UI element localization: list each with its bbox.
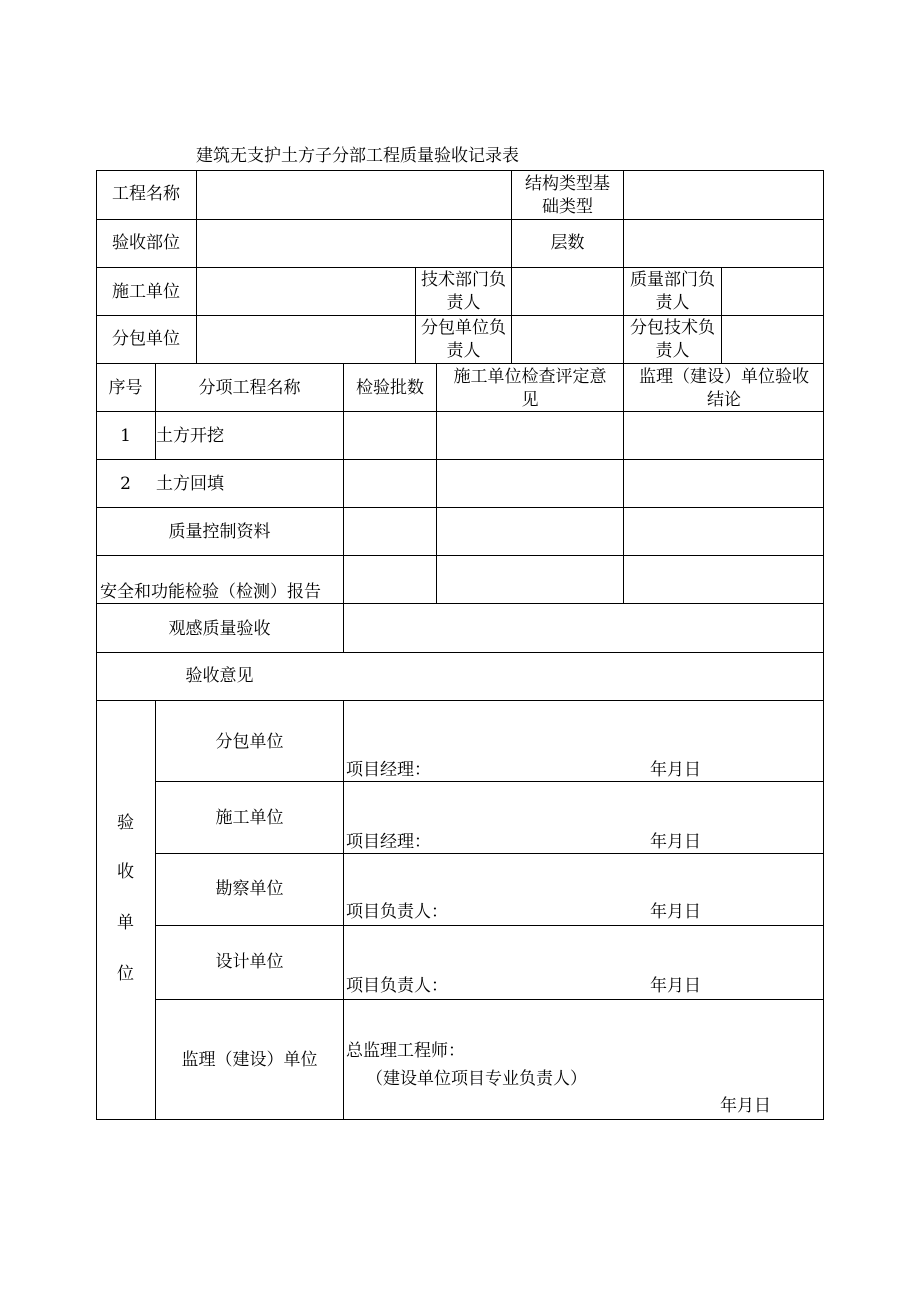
project-name-label: 工程名称 — [112, 184, 180, 204]
subcontract-tech-head-label-line2: 责人 — [655, 341, 690, 361]
acceptance-label-char-2: 收 — [117, 862, 134, 882]
structure-type-label-line2: 础类型 — [542, 197, 593, 217]
unit-design-signer: 项目负责人： — [346, 976, 448, 996]
unit-supervision-note: （建设单位项目专业负责人） — [366, 1069, 587, 1089]
unit-construction-date: 年月日 — [650, 832, 701, 852]
quality-dept-head-label-line1: 质量部门负 — [630, 270, 715, 290]
acceptance-label-char-3: 单 — [117, 913, 134, 933]
acceptance-form-table — [96, 170, 824, 1120]
row-2-name: 土方回填 — [156, 474, 224, 494]
unit-supervision-date: 年月日 — [720, 1096, 771, 1116]
structure-type-label-line1: 结构类型基 — [525, 174, 610, 194]
quality-control-label: 质量控制资料 — [168, 522, 271, 542]
quality-dept-head-label-line2: 责人 — [655, 293, 690, 313]
column-no: 序号 — [108, 378, 143, 398]
appearance-label: 观感质量验收 — [168, 619, 271, 639]
unit-construction-name: 施工单位 — [215, 808, 284, 828]
unit-design-name: 设计单位 — [215, 952, 284, 972]
column-construction-opinion-line1: 施工单位检查评定意 — [453, 367, 607, 387]
unit-survey-signer: 项目负责人： — [346, 902, 448, 922]
opinion-label: 验收意见 — [185, 666, 254, 686]
subcontract-unit-label: 分包单位 — [112, 329, 180, 349]
column-batches: 检验批数 — [356, 378, 424, 398]
row-1-no: 1 — [120, 426, 131, 446]
construction-unit-label: 施工单位 — [112, 282, 180, 302]
unit-subcontract-signer: 项目经理： — [346, 760, 431, 780]
subcontract-tech-head-label-line1: 分包技术负 — [630, 318, 715, 338]
column-item-name: 分项工程名称 — [198, 378, 301, 398]
tech-dept-head-label-line2: 责人 — [446, 293, 481, 313]
acceptance-label-char-4: 位 — [117, 964, 134, 984]
row-2-no: 2 — [120, 474, 131, 494]
subcontract-unit-head-label-line2: 责人 — [446, 341, 481, 361]
safety-report-label: 安全和功能检验（检测）报告 — [100, 582, 321, 602]
form-title: 建筑无支护土方子分部工程质量验收记录表 — [196, 146, 519, 166]
unit-subcontract-date: 年月日 — [650, 760, 701, 780]
unit-subcontract-name: 分包单位 — [215, 732, 284, 752]
unit-supervision-name: 监理（建设）单位 — [181, 1050, 318, 1070]
unit-design-date: 年月日 — [650, 976, 701, 996]
column-supervision-conclusion-line1: 监理（建设）单位验收 — [639, 367, 809, 387]
subcontract-unit-head-label-line1: 分包单位负 — [421, 318, 506, 338]
unit-supervision-signer: 总监理工程师： — [346, 1041, 465, 1061]
tech-dept-head-label-line1: 技术部门负 — [421, 270, 506, 290]
row-1-name: 土方开挖 — [156, 426, 224, 446]
column-supervision-conclusion-line2: 结论 — [707, 390, 741, 410]
acceptance-label-char-1: 验 — [117, 813, 134, 833]
column-construction-opinion-line2: 见 — [521, 390, 539, 410]
unit-construction-signer: 项目经理： — [346, 832, 431, 852]
inspection-part-label: 验收部位 — [112, 233, 180, 253]
unit-survey-date: 年月日 — [650, 902, 701, 922]
floors-label: 层数 — [550, 233, 585, 253]
unit-survey-name: 勘察单位 — [215, 879, 284, 899]
